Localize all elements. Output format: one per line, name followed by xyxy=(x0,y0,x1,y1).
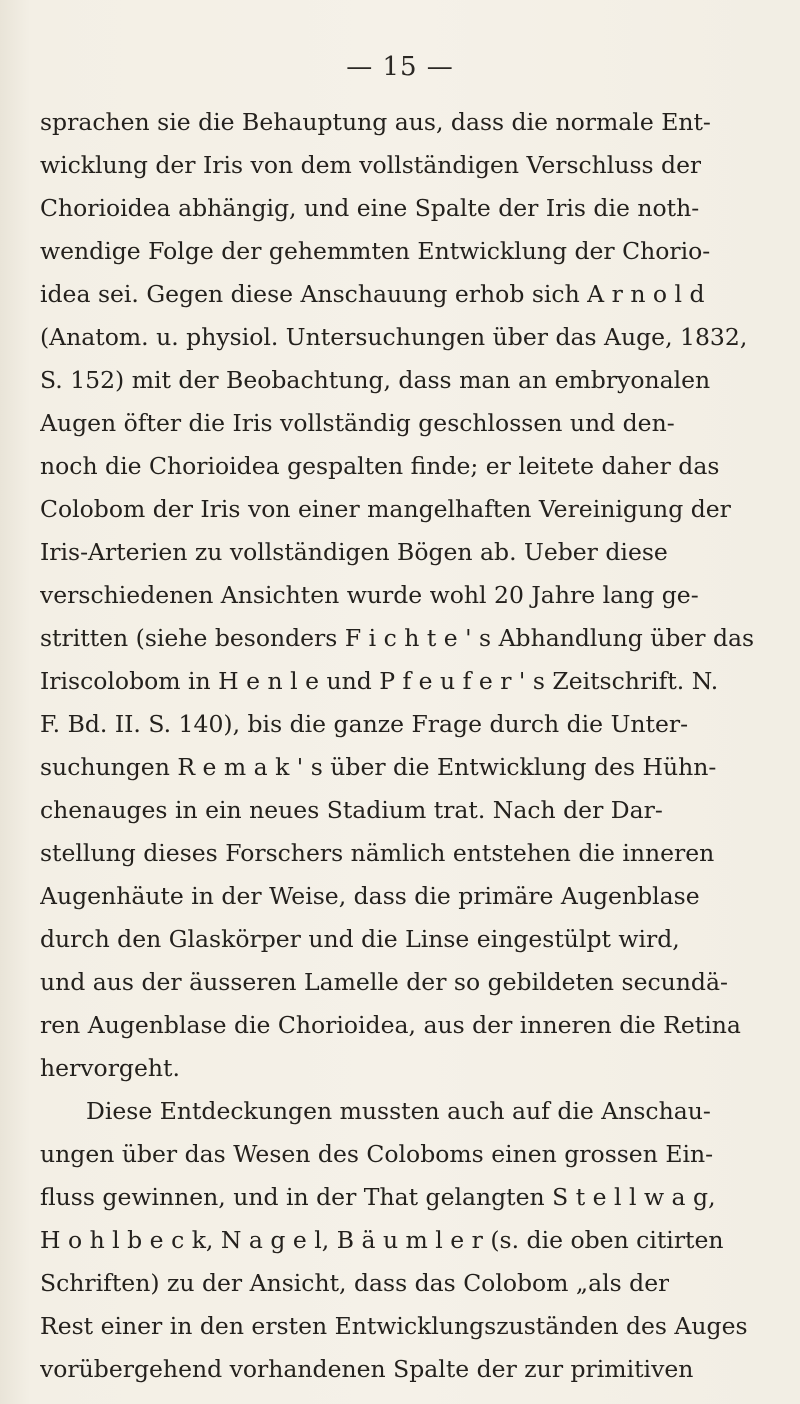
text-line: stellung dieses Forschers nämlich entstehen die inneren xyxy=(40,839,715,867)
text-line: sprachen sie die Behauptung aus, dass die normale Ent- xyxy=(40,108,711,136)
text-line: Rest einer in den ersten Entwicklungszuständen des Auges xyxy=(40,1312,748,1340)
text-line: ungen über das Wesen des Coloboms einen grossen Ein- xyxy=(40,1140,714,1168)
text-line: Augen öfter die Iris vollständig geschlossen und den- xyxy=(40,409,675,437)
text-line: und aus der äusseren Lamelle der so gebildeten secundä- xyxy=(40,968,728,996)
text-line: wicklung der Iris von dem vollständigen Verschluss der xyxy=(40,151,702,179)
text-line: F. Bd. II. S. 140), bis die ganze Frage durch die Unter- xyxy=(40,710,689,738)
text-line: idea sei. Gegen diese Anschauung erhob sich A r n o l d xyxy=(40,280,705,308)
text-line: hervorgeht. xyxy=(40,1054,180,1082)
text-line: durch den Glaskörper und die Linse eingestülpt wird, xyxy=(40,925,680,953)
text-line: Iriscolobom in H e n l e und P f e u f e r ' s Zeitschrift. N. xyxy=(40,667,719,695)
text-line: ren Augenblase die Chorioidea, aus der inneren die Retina xyxy=(40,1011,741,1039)
text-line: noch die Chorioidea gespalten finde; er leitete daher das xyxy=(40,452,720,480)
text-line: S. 152) mit der Beobachtung, dass man an embryonalen xyxy=(40,366,711,394)
text-line: Diese Entdeckungen mussten auch auf die Anschau- xyxy=(86,1097,711,1125)
text-line: fluss gewinnen, und in der That gelangten S t e l l w a g, xyxy=(40,1183,716,1211)
text-line: suchungen R e m a k ' s über die Entwicklung des Hühn- xyxy=(40,753,717,781)
text-line: vorübergehend vorhandenen Spalte der zur primitiven xyxy=(40,1355,694,1383)
text-line: Schriften) zu der Ansicht, dass das Colobom „als der xyxy=(40,1269,670,1297)
text-line: wendige Folge der gehemmten Entwicklung der Chorio- xyxy=(40,237,711,265)
text-line: chenauges in ein neues Stadium trat. Nach der Dar- xyxy=(40,796,663,824)
text-line: Chorioidea abhängig, und eine Spalte der Iris die noth- xyxy=(40,194,700,222)
text-line: verschiedenen Ansichten wurde wohl 20 Jahre lang ge- xyxy=(40,581,699,609)
text-line: Iris-Arterien zu vollständigen Bögen ab. Ueber diese xyxy=(40,538,668,566)
text-line: Colobom der Iris von einer mangelhaften Vereinigung der xyxy=(40,495,731,523)
text-line: H o h l b e c k, N a g e l, B ä u m l e r (s. die oben citirten xyxy=(40,1226,724,1254)
text-line: (Anatom. u. physiol. Untersuchungen über das Auge, 1832, xyxy=(40,323,748,351)
text-line: Augenhäute in der Weise, dass die primäre Augenblase xyxy=(40,882,700,910)
page-number: — 15 — xyxy=(346,52,454,82)
text-line: stritten (siehe besonders F i c h t e ' s Abhandlung über das xyxy=(40,624,755,652)
